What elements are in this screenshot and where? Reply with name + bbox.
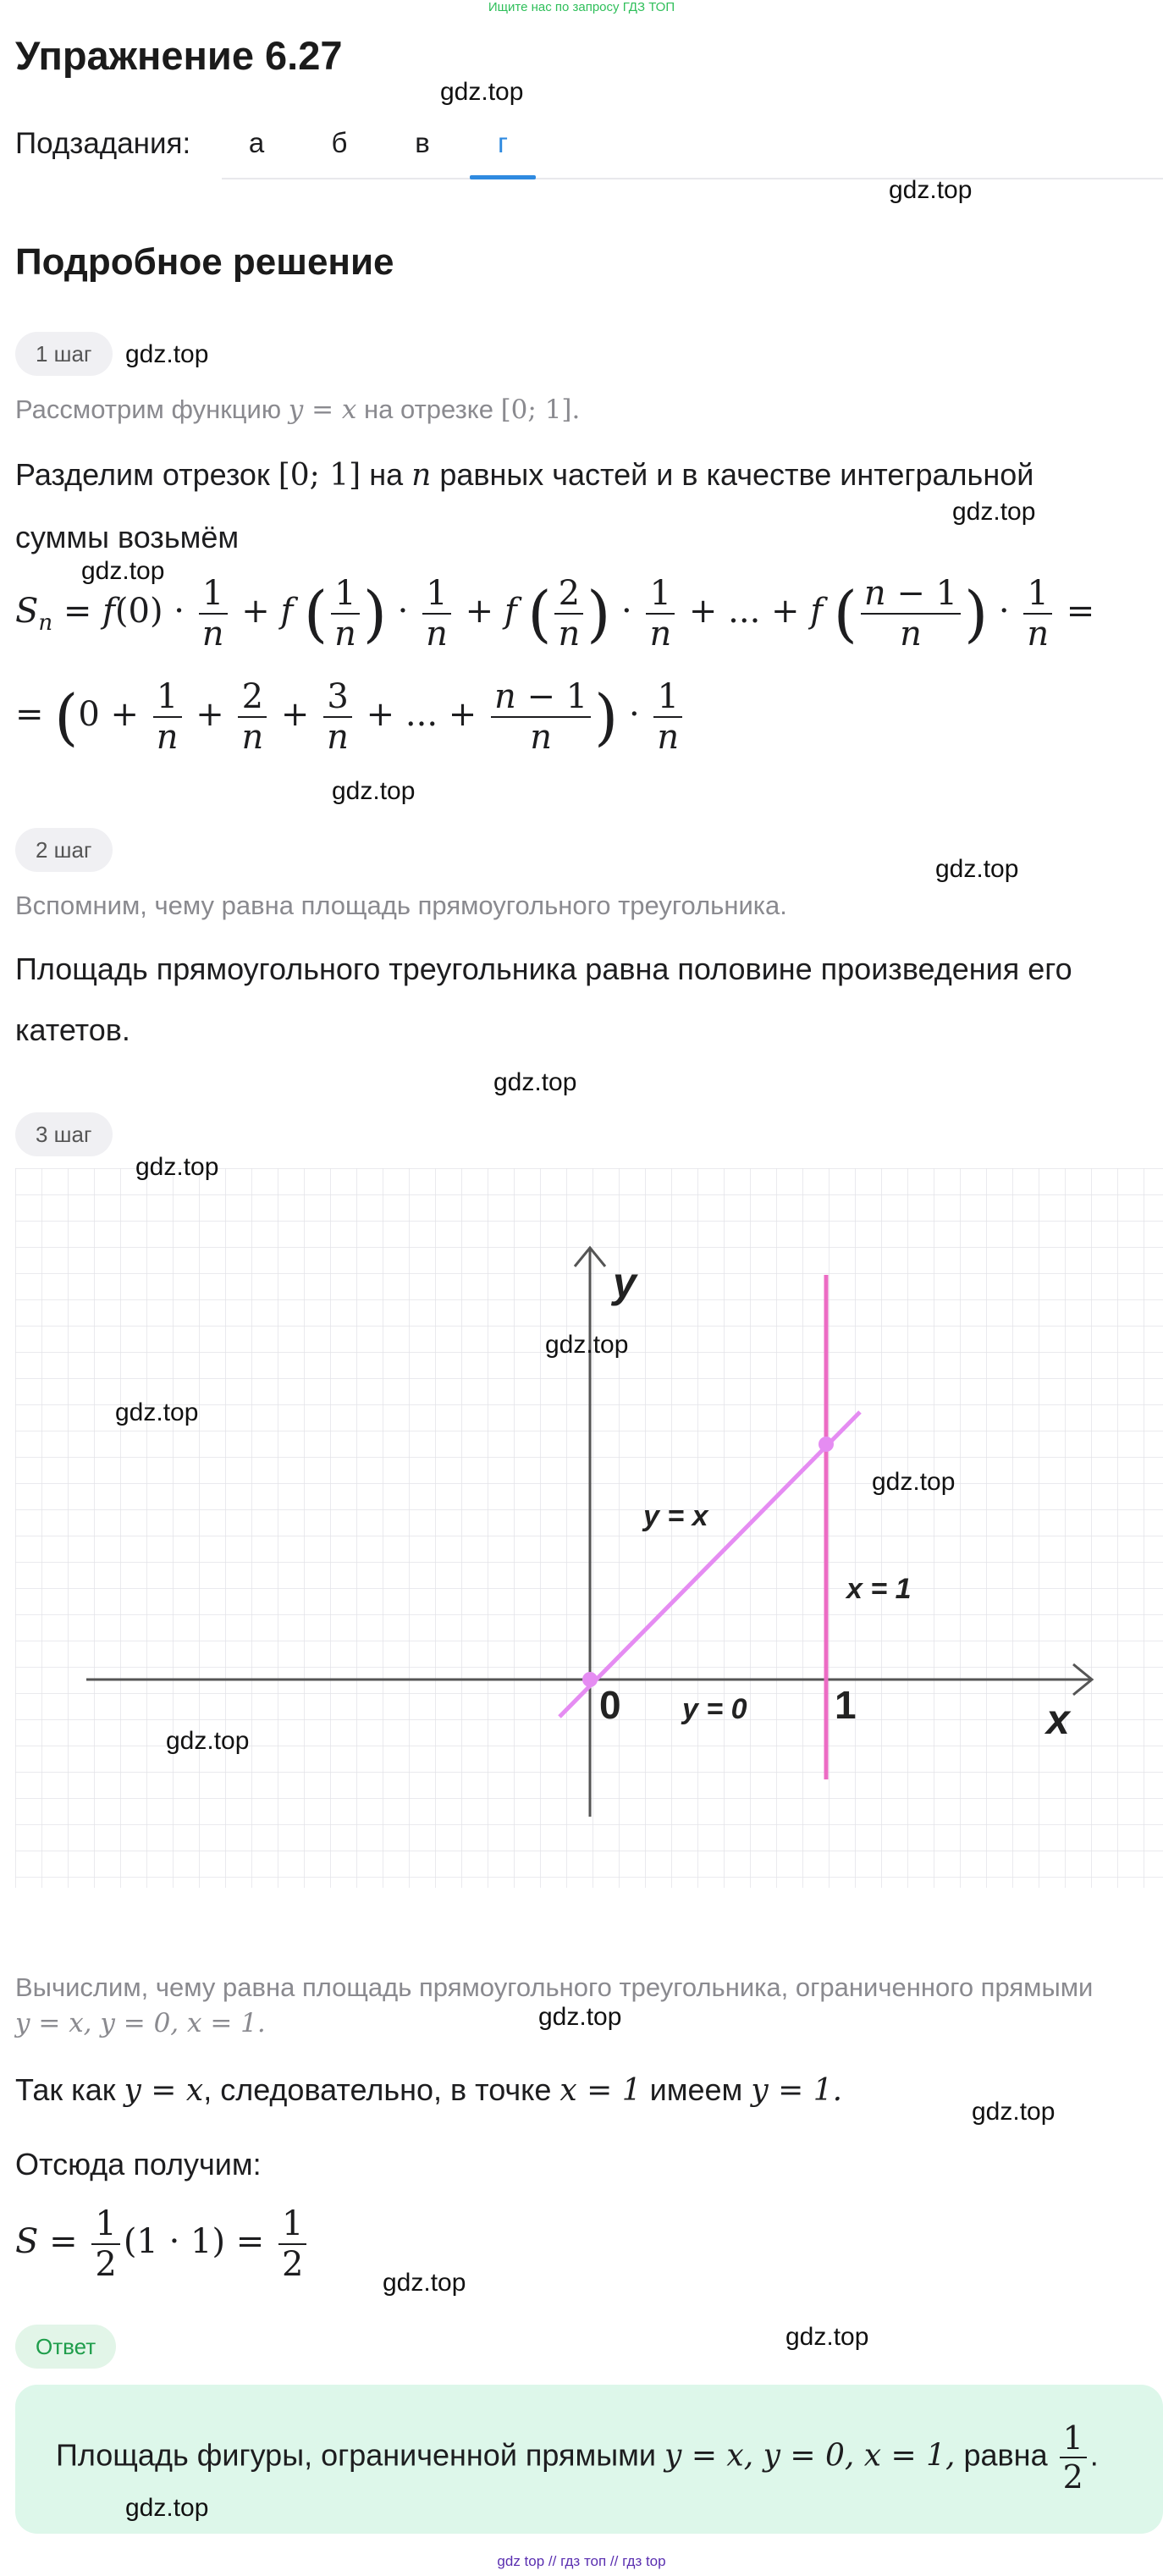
step-1-text-line1: Разделим отрезок [0; 1] на n равных частей и в качестве интегральной — [15, 457, 1034, 493]
step-3-hence: Отсюда получим: — [15, 2147, 262, 2182]
step-1-text-line2: суммы возьмём — [15, 520, 240, 554]
watermark: gdz.top — [125, 340, 209, 368]
watermark: gdz.top — [935, 855, 1019, 883]
watermark: gdz.top — [125, 2494, 209, 2522]
sum-formula-line1: $S_n = f(0)$ · $\frac{1}{n}$ + f ( $\frac{1}{n}$ ) · $\frac{1}{n}$ + f ( $\frac{2}{n}$ ) · $\frac{1}{n}$ + ... + f ( $\frac{n - 1}{n}$ ) · $\frac{1}{n}$ = — [15, 574, 1095, 654]
bottom-banner[interactable]: gdz top // гдз топ // гдз top — [497, 2553, 666, 2569]
line-label-y-equals-x: y = x — [643, 1500, 708, 1532]
sum-formula-line2: = (0 + $\frac{1}{n}$ + $\frac{2}{n}$ + $\frac{3}{n}$ + ... + $\frac{n - 1}{n}$ ) · $\frac{1}{n}$ — [15, 677, 686, 757]
tab-v[interactable]: в — [415, 127, 430, 158]
top-banner[interactable]: Ищите нас по запросу ГДЗ ТОП — [488, 0, 675, 14]
watermark: gdz.top — [872, 1468, 956, 1496]
answer-text: Площадь фигуры, ограниченной прямыми y = x, y = 0, x = 1, равна $\frac{1}{2}$ . — [56, 2419, 1099, 2496]
line-label-x-equals-1: x = 1 — [846, 1573, 912, 1605]
point-origin — [582, 1672, 598, 1687]
watermark: gdz.top — [785, 2323, 869, 2351]
step-3-chip: 3 шаг — [15, 1112, 113, 1156]
tab-g[interactable]: г — [497, 127, 509, 158]
watermark: gdz.top — [440, 78, 524, 106]
x-axis-label: x — [1046, 1696, 1070, 1743]
line-label-y-equals-0: y = 0 — [682, 1693, 747, 1725]
watermark: gdz.top — [493, 1068, 577, 1096]
y-axis-label: y — [613, 1259, 637, 1306]
watermark: gdz.top — [332, 777, 416, 805]
step-2-text-line2: катетов. — [15, 1012, 130, 1047]
answer-chip: Ответ — [15, 2325, 116, 2369]
origin-label: 0 — [599, 1683, 621, 1727]
watermark: gdz.top — [538, 2003, 622, 2031]
subtasks-label: Подзадания: — [15, 127, 191, 160]
watermark: gdz.top — [952, 498, 1036, 526]
step-1-chip: 1 шаг — [15, 332, 113, 376]
watermark: gdz.top — [115, 1398, 199, 1426]
watermark: gdz.top — [166, 1727, 250, 1755]
step-2-text-line1: Площадь прямоугольного треугольника равна половине произведения его — [15, 952, 1072, 986]
active-tab-indicator — [470, 175, 536, 179]
watermark: gdz.top — [889, 176, 973, 204]
page-title: Упражнение 6.27 — [15, 33, 343, 78]
section-title: Подробное решение — [15, 241, 394, 283]
step-3-since: Так как y = x, следовательно, в точке x = 1 имеем y = 1. — [15, 2072, 843, 2108]
tabs-divider — [222, 178, 1163, 179]
watermark: gdz.top — [383, 2269, 466, 2297]
watermark: gdz.top — [135, 1153, 219, 1181]
graph — [15, 1168, 1163, 1888]
area-formula: S = $\frac{1}{2}$ (1 · 1) = $\frac{1}{2}$ — [15, 2204, 310, 2284]
watermark: gdz.top — [545, 1331, 629, 1359]
tab-a[interactable]: а — [248, 127, 265, 158]
watermark: gdz.top — [972, 2098, 1056, 2126]
point-intersection — [819, 1437, 834, 1452]
watermark: gdz.top — [81, 557, 165, 585]
step-2-chip: 2 шаг — [15, 828, 113, 872]
tab-b[interactable]: б — [331, 127, 348, 158]
x-one-label: 1 — [835, 1683, 857, 1727]
step-1-hint: Рассмотрим функцию y = x на отрезке [0; 1]. — [15, 394, 581, 425]
step-2-hint: Вспомним, чему равна площадь прямоугольного треугольника. — [15, 891, 787, 920]
step-3-hint-line2: y = x, y = 0, x = 1. — [15, 2008, 266, 2038]
step-3-hint-line1: Вычислим, чему равна площадь прямоугольного треугольника, ограниченного прямыми — [15, 1972, 1094, 2002]
